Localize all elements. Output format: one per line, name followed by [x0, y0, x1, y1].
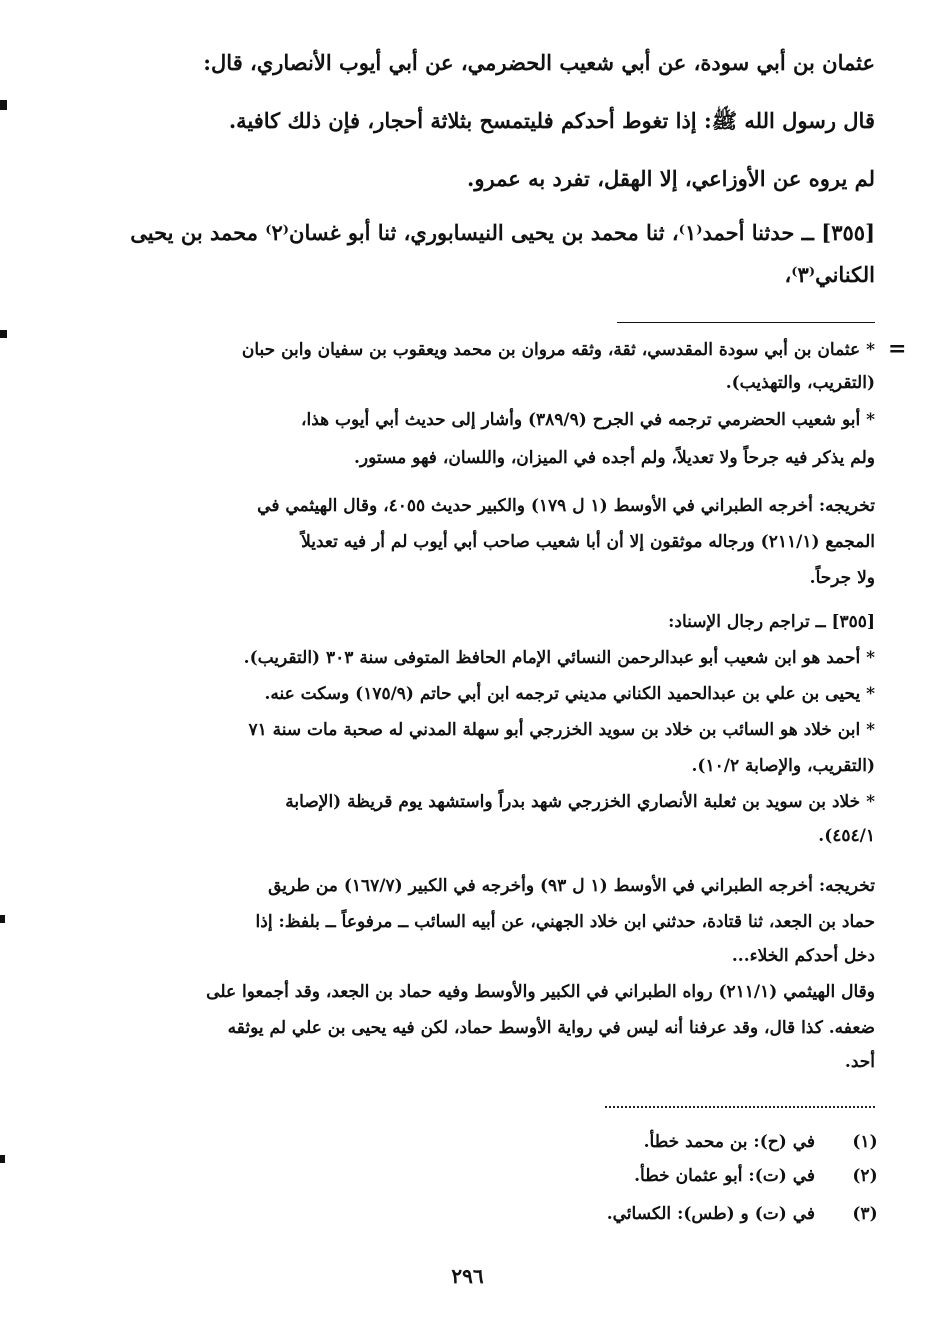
main-line-2: قال رسول الله ﷺ: إذا تغوط أحدكم فليتمسح بثلاثة أحجار، فإن ذلك كافية.: [228, 108, 875, 133]
note-line: وقال الهيثمي (٢١١/١) رواه الطبراني في الكبير والأوسط وفيه حماد بن الجعد، وقد أجمعوا على: [206, 982, 875, 1002]
note-line: دخل أحدكم الخلاء...: [731, 946, 875, 966]
main-line-1: عثمان بن أبي سودة، عن أبي شعيب الحضرمي، عن أبي أيوب الأنصاري، قال:: [203, 50, 875, 75]
page-number: ٢٩٦: [451, 1264, 484, 1288]
scan-edge-mark: [0, 1155, 5, 1163]
note-line: ٤٥٤/١).: [818, 826, 875, 846]
note-line: * خلاد بن سويد بن ثعلبة الأنصاري الخزرجي شهد بدراً واستشهد يوم قريظة (الإصابة: [285, 792, 875, 812]
note-line: [٣٥٥] ــ تراجم رجال الإسناد:: [668, 612, 875, 632]
scan-edge-mark: [0, 100, 7, 110]
note-line: أحد.: [844, 1052, 875, 1072]
footnote-text: في (ح): بن محمد خطأ.: [643, 1132, 815, 1152]
note-line: ولا جرحاً.: [809, 568, 875, 588]
notes-separator: [617, 322, 875, 323]
note-line: تخريجه: أخرجه الطبراني في الأوسط (١ ل ٩٣) وأخرجه في الكبير (١٦٧/٧) من طريق: [268, 876, 875, 896]
footnote-text: في (ت): أبو عثمان خطأ.: [634, 1166, 815, 1186]
note-line: * ابن خلاد هو السائب بن خلاد بن سويد الخزرجي أبو سهلة المدني له صحبة مات سنة ٧١: [248, 720, 875, 740]
footnote-text: في (ت) و (طس): الكسائي.: [606, 1204, 815, 1224]
main-line-4: [٣٥٥] ــ حدثنا أحمد⁽١⁾، ثنا محمد بن يحيى النيسابوري، ثنا أبو غسان⁽٢⁾ محمد بن يحيى: [130, 220, 875, 245]
footnote-number: (٣): [852, 1204, 878, 1224]
note-line: تخريجه: أخرجه الطبراني في الأوسط (١ ل ١٧٩) والكبير حديث ٤٠٥٥، وقال الهيثمي في: [257, 496, 875, 516]
note-line: ضعفه. كذا قال، وقد عرفنا أنه ليس في رواية الأوسط حماد، لكن فيه يحيى بن علي لم يوثقه: [227, 1018, 875, 1038]
note-line: حماد بن الجعد، ثنا قتادة، حدثني ابن خلاد الجهني، عن أبيه السائب ــ مرفوعاً ــ بلفظ: إذا: [255, 912, 875, 932]
scan-edge-mark: [0, 915, 5, 923]
note-line: * أحمد هو ابن شعيب أبو عبدالرحمن النسائي الإمام الحافظ المتوفى سنة ٣٠٣ (التقريب).: [243, 648, 875, 668]
note-line: * يحيى بن علي بن عبدالحميد الكناني مديني ترجمه ابن أبي حاتم (١٧٥/٩) وسكت عنه.: [264, 684, 875, 704]
note-line: ولم يذكر فيه جرحاً ولا تعديلاً، ولم أجده في الميزان، واللسان، فهو مستور.: [353, 448, 875, 468]
margin-mark: =: [888, 336, 907, 362]
scan-edge-mark: [0, 330, 7, 338]
note-line: المجمع (٢١١/١) ورجاله موثقون إلا أن أبا شعيب صاحب أبي أيوب لم أر فيه تعديلاً: [301, 532, 875, 552]
note-line: (التقريب، والإصابة ١٠/٢).: [691, 756, 875, 776]
footnote-number: (١): [852, 1132, 878, 1152]
note-line: * أبو شعيب الحضرمي ترجمه في الجرح (٣٨٩/٩) وأشار إلى حديث أبي أيوب هذا،: [301, 410, 875, 430]
main-line-3: لم يروه عن الأوزاعي، إلا الهقل، تفرد به عمرو.: [467, 166, 875, 191]
footnote-number: (٢): [852, 1166, 878, 1186]
main-line-5: الكناني⁽٣⁾،: [784, 262, 875, 287]
footnotes-separator: [605, 1106, 875, 1108]
note-line: * عثمان بن أبي سودة المقدسي، ثقة، وثقه مروان بن محمد ويعقوب بن سفيان وابن حبان: [241, 340, 875, 360]
note-line: (التقريب، والتهذيب).: [725, 373, 875, 393]
